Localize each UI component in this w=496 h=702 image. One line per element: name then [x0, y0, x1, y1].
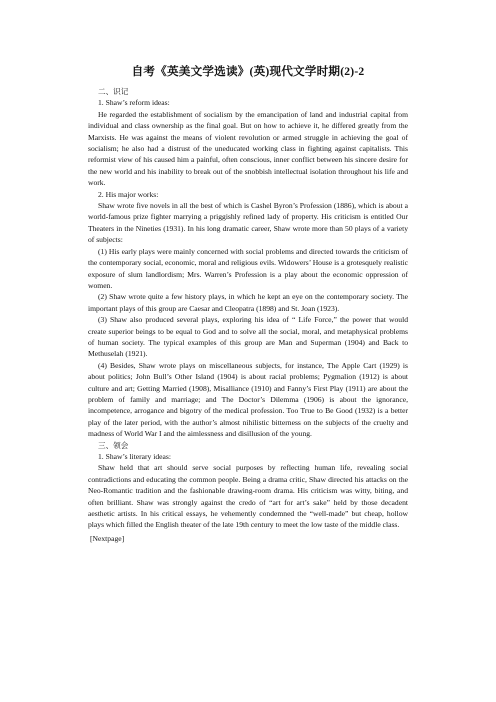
item-heading: 1. Shaw’s literary ideas:: [98, 452, 171, 461]
section-heading-comprehend: 三、领会: [98, 440, 129, 450]
paragraph: He regarded the establishment of socialism by the emancipation of land and industrial capital from individual and class ownership as the final goal. But on how to achieve it, he differed greatly from the Marxists. He was against the means of violent revolution or armed struggle in achieving the goal of socialism; he also had a distrust of the uneducated working class in fighting against capitalists. This reformist view of his caused him a painful, often conscious, inner conflict between his sincere desire for the new world and his inability to break out of the snobbish intellectual isolation throughout his life and work.: [88, 109, 408, 188]
paragraph: (1) His early plays were mainly concerned with social problems and directed towards the criticism of the contemporary social, economic, moral and religious evils. Widowers’ House is a grotesquely realistic exposure of slum landlordism; Mrs. Warren’s Profession is a play about the economic oppression of women.: [88, 246, 408, 290]
paragraph: (2) Shaw wrote quite a few history plays, in which he kept an eye on the contemporary society. The important plays of this group are Caesar and Cleopatra (1898) and St. Joan (1923).: [88, 292, 408, 313]
page-title: 自考《英美文学选读》(英)现代文学时期(2)-2: [131, 65, 365, 78]
section-heading-memorize: 二、识记: [98, 87, 129, 96]
item-heading: 2. His major works:: [98, 189, 159, 199]
next-page-marker: [Nextpage]: [90, 533, 125, 543]
paragraph: (3) Shaw also produced several plays, exploring his idea of “ Life Force,” the power that would create superior beings to be equal to God and to solve all the social, moral, and metaphysical problems of human society. The typical examples of this group are Man and Superman (1904) and Back to Methuselah (1921).: [88, 315, 408, 359]
paragraph: Shaw held that art should serve social purposes by reflecting human life, revealing social contradictions and educating the common people. Being a drama critic, Shaw directed his attacks on the Neo-Romantic tradition and the fashionable drawing-room drama. His criticism was witty, biting, and often brilliant. Shaw was strongly against the credo of “art for art’s sake” held by those decadent aesthetic artists. In his critical essays, he vehemently condemned the “well-made” but cheap, hollow plays which filled the English theater of the late 19th century to meet the low taste of the middle class.: [88, 463, 408, 530]
document-page: [88, 64, 408, 544]
item-heading: 1. Shaw’s reform ideas:: [98, 98, 170, 108]
paragraph: (4) Besides, Shaw wrote plays on miscellaneous subjects, for instance, The Apple Cart (1929) is about politics; John Bull’s Other Island (1904) is about racial problems; Pygmalion (1912) is about culture and art; Getting Married (1908), Misalliance (1910) and Fanny’s First Play (1911) are about the problem of family and marriage; and The Doctor’s Dilemma (1906) is about the ignorance, incompetence, arrogance and bigotry of the medical profession. Too True to Be Good (1932) is a better play of the later period, with the author’s almost nihilistic bitterness on the subjects of the cruelty and madness of World War I and the aimlessness and disillusion of the young.: [88, 360, 408, 439]
paragraph: Shaw wrote five novels in all the best of which is Cashel Byron’s Profession (1886), which is about a world-famous prize fighter marrying a priggishly refined lady of property. His criticism is entitled Our Theaters in the Nineties (1931). In his long dramatic career, Shaw wrote more than 50 plays of a variety of subjects:: [88, 201, 408, 245]
